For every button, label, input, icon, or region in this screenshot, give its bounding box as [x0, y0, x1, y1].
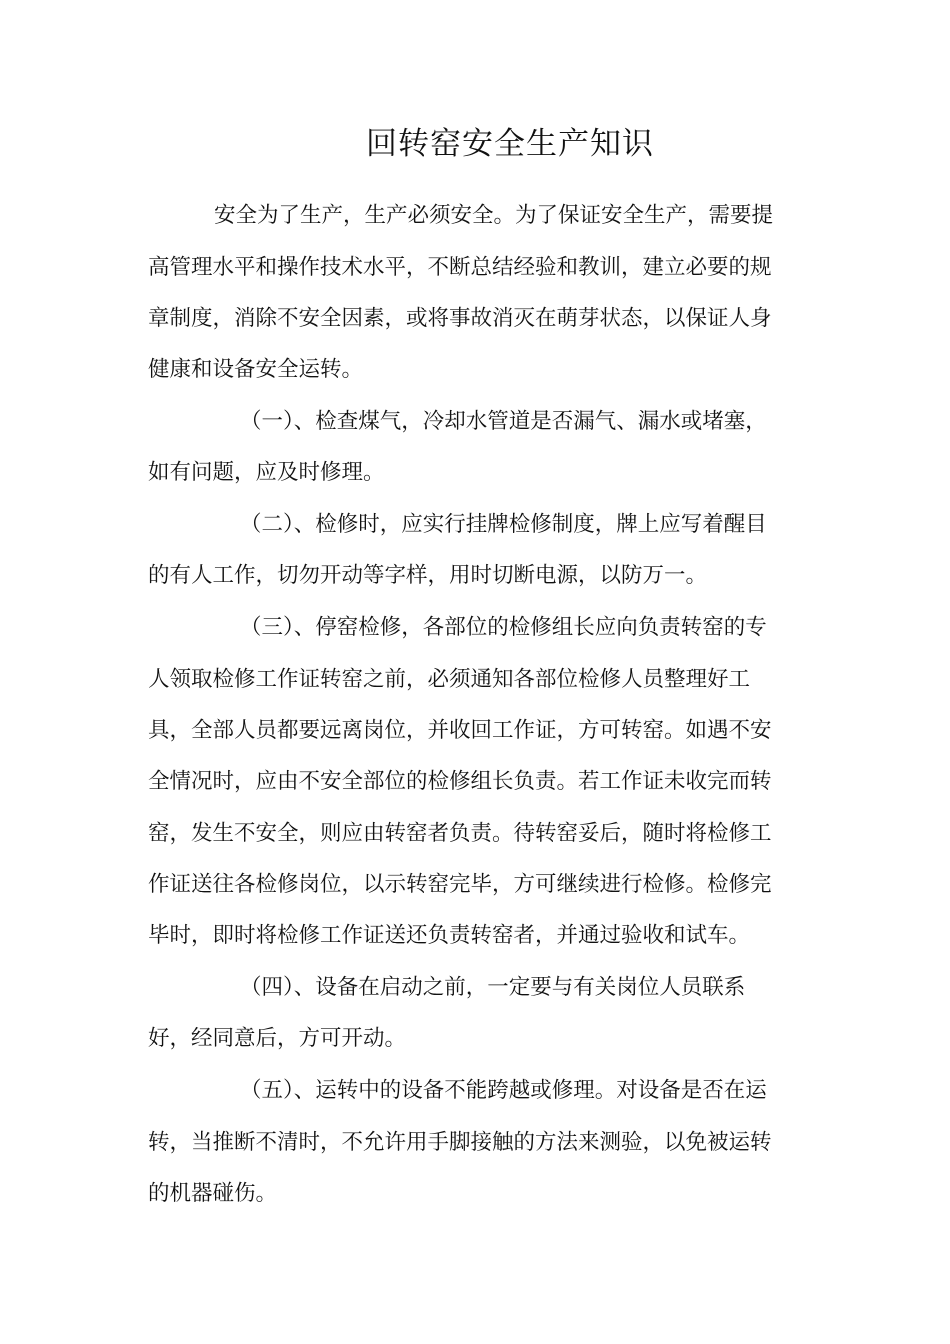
paragraph-line: （四）、设备在启动之前，一定要与有关岗位人员联系 — [240, 975, 746, 1000]
paragraph-line: （五）、运转中的设备不能跨越或修理。对设备是否在运 — [240, 1078, 767, 1103]
paragraph-line: 窑，发生不安全，则应由转窑者负责。待转窑妥后，随时将检修工 — [148, 821, 772, 846]
document-title: 回转窑安全生产知识 — [366, 126, 654, 162]
paragraph-line: 转，当推断不清时，不允许用手脚接触的方法来测验，以免被运转 — [148, 1130, 772, 1155]
paragraph-line: 健康和设备安全运转。 — [148, 357, 364, 382]
paragraph-line: 章制度，消除不安全因素，或将事故消灭在萌芽状态，以保证人身 — [148, 306, 772, 331]
paragraph-line: 如有问题，应及时修理。 — [148, 460, 385, 485]
paragraph-line: 的机器碰伤。 — [148, 1181, 278, 1206]
paragraph-line: （三）、停窑检修，各部位的检修组长应向负责转窑的专 — [240, 615, 767, 640]
paragraph-line: （一）、检查煤气，冷却水管道是否漏气、漏水或堵塞， — [240, 409, 767, 434]
paragraph-line: （二）、检修时，应实行挂牌检修制度，牌上应写着醒目 — [240, 512, 767, 537]
paragraph-line: 作证送往各检修岗位，以示转窑完毕，方可继续进行检修。检修完 — [148, 872, 772, 897]
paragraph-line: 安全为了生产，生产必须安全。为了保证安全生产，需要提 — [214, 203, 774, 228]
paragraph-line: 全情况时，应由不安全部位的检修组长负责。若工作证未收完而转 — [148, 769, 772, 794]
paragraph-line: 高管理水平和操作技术水平，不断总结经验和教训，建立必要的规 — [148, 255, 772, 280]
paragraph-line: 具，全部人员都要远离岗位，并收回工作证，方可转窑。如遇不安 — [148, 718, 772, 743]
paragraph-line: 的有人工作，切勿开动等字样，用时切断电源，以防万一。 — [148, 563, 708, 588]
paragraph-line: 毕时，即时将检修工作证送还负责转窑者，并通过验收和试车。 — [148, 923, 751, 948]
paragraph-line: 好，经同意后，方可开动。 — [148, 1026, 407, 1051]
paragraph-line: 人领取检修工作证转窑之前，必须通知各部位检修人员整理好工 — [148, 667, 751, 692]
